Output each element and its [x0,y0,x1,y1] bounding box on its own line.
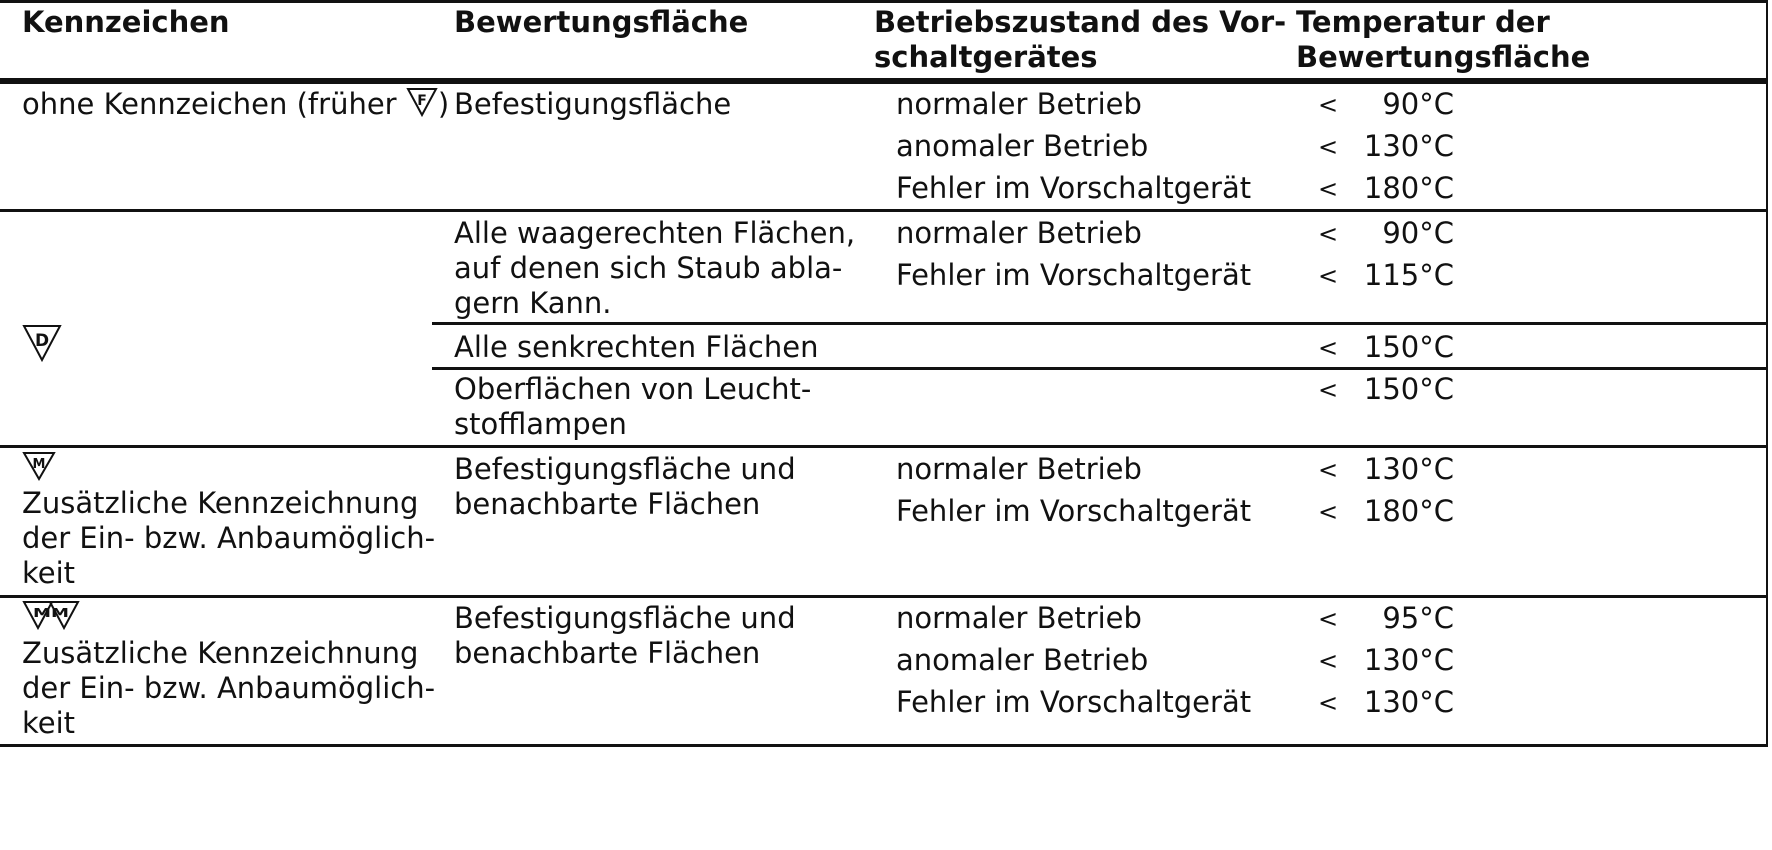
mark-description: Zusätzliche Kennzeichnung [22,636,419,670]
temperature-value: 130°C [1363,129,1454,163]
temperature-value: 115°C [1363,258,1454,292]
row-divider [0,595,1768,598]
state-text: Fehler im Vorschaltgerät [896,258,1252,292]
less-than-sign: < [1318,334,1339,362]
mm-mark-icon [22,600,80,630]
svg-text:F: F [417,93,427,109]
temperature-value: 90°C [1382,216,1454,250]
temperature-value: 150°C [1363,372,1454,406]
d-mark-icon [22,324,62,362]
header-betriebszustand-line1: Betriebszustand des Vor- [874,5,1287,39]
less-than-sign: < [1318,498,1339,526]
temperature-value: 130°C [1363,643,1454,677]
temperature-value: 95°C [1382,601,1454,635]
surface-text: Befestigungsfläche [454,87,732,121]
header-rule [0,78,1768,84]
f-mark-icon [406,87,438,127]
temperature-value: 130°C [1363,452,1454,486]
table-right-border [1766,0,1768,747]
header-betriebszustand-line2: schaltgerätes [874,40,1098,74]
mark-description: der Ein- bzw. Anbaumöglich- [22,671,436,705]
header-temperatur-line2: Bewertungsfläche [1296,40,1591,74]
mark-text: ohne Kennzeichen (früher F ) [22,85,449,127]
header-bewertungsflaeche: Bewertungsfläche [454,5,749,39]
temperature-value: 90°C [1382,87,1454,121]
row-divider [0,209,1768,212]
svg-text:MM: MM [33,606,69,620]
state-text: normaler Betrieb [896,216,1142,250]
surface-text: Alle senkrechten Flächen [454,330,819,364]
less-than-sign: < [1318,262,1339,290]
less-than-sign: < [1318,220,1339,248]
surface-text: stofflampen [454,407,627,441]
table-bottom-rule [0,744,1768,747]
surface-text: Befestigungsfläche und [454,601,796,635]
temperature-value: 180°C [1363,171,1454,205]
less-than-sign: < [1318,647,1339,675]
header-kennzeichen: Kennzeichen [22,5,230,39]
mark-description: der Ein- bzw. Anbaumöglich- [22,521,436,555]
state-text: Fehler im Vorschaltgerät [896,685,1252,719]
mark-description: keit [22,706,76,740]
less-than-sign: < [1318,175,1339,203]
less-than-sign: < [1318,456,1339,484]
state-text: Fehler im Vorschaltgerät [896,494,1252,528]
mark-description: Zusätzliche Kennzeichnung [22,486,419,520]
subrow-divider [432,322,1768,325]
state-text: normaler Betrieb [896,87,1142,121]
mark-description: keit [22,556,76,590]
surface-text: auf denen sich Staub abla- [454,251,843,285]
m-mark-icon [22,451,56,481]
surface-text: Alle waagerechten Flächen, [454,216,856,250]
less-than-sign: < [1318,133,1339,161]
temperature-value: 150°C [1363,330,1454,364]
state-text: normaler Betrieb [896,601,1142,635]
less-than-sign: < [1318,605,1339,633]
surface-text: Oberflächen von Leucht- [454,372,812,406]
less-than-sign: < [1318,376,1339,404]
surface-text: gern Kann. [454,286,612,320]
surface-text: Befestigungsfläche und [454,452,796,486]
temperature-value: 180°C [1363,494,1454,528]
temperature-value: 130°C [1363,685,1454,719]
state-text: anomaler Betrieb [896,129,1149,163]
less-than-sign: < [1318,689,1339,717]
state-text: anomaler Betrieb [896,643,1149,677]
surface-text: benachbarte Flächen [454,487,761,521]
surface-text: benachbarte Flächen [454,636,761,670]
svg-text:M: M [32,457,46,472]
state-text: normaler Betrieb [896,452,1142,486]
row-divider [0,445,1768,448]
less-than-sign: < [1318,91,1339,119]
svg-text:D: D [34,331,50,351]
state-text: Fehler im Vorschaltgerät [896,171,1252,205]
header-temperatur-line1: Temperatur der [1296,5,1550,39]
